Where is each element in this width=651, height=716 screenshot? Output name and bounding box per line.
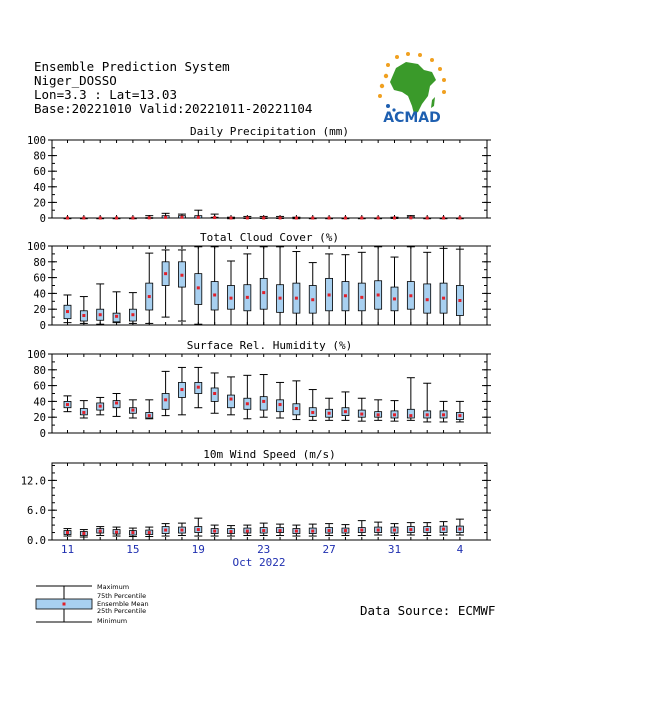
y-tick-label: 0 [39, 428, 46, 440]
ensemble-mean-marker [115, 531, 118, 534]
ensemble-mean-marker [99, 405, 102, 408]
x-tick-label: 4 [456, 543, 464, 556]
ensemble-mean-marker [246, 402, 249, 405]
panel-title: 10m Wind Speed (m/s) [203, 448, 336, 461]
panel-3 [27, 339, 491, 440]
ensemble-mean-marker [377, 529, 380, 532]
ensemble-mean-marker [197, 386, 200, 389]
ensemble-mean-marker [426, 413, 429, 416]
ensemble-mean-marker [311, 530, 314, 533]
ensemble-mean-marker [279, 529, 282, 532]
ensemble-mean-marker [262, 216, 265, 219]
box-q1-q3 [260, 397, 267, 410]
ensemble-mean-marker [393, 216, 396, 219]
ensemble-mean-marker [311, 411, 314, 414]
legend-label: Minimum [97, 617, 128, 625]
box-q1-q3 [228, 395, 235, 408]
ensemble-mean-marker [131, 409, 134, 412]
ensemble-mean-marker [180, 274, 183, 277]
ensemble-mean-marker [262, 291, 265, 294]
legend-label: 25th Percentile [97, 607, 147, 615]
ensemble-mean-marker [360, 529, 363, 532]
ensemble-mean-marker [426, 217, 429, 220]
ensemble-mean-marker [99, 530, 102, 533]
plot-frame [52, 140, 487, 218]
ensemble-mean-marker [131, 217, 134, 220]
base-valid-dates: Base:20221010 Valid:20221011-20221104 [34, 101, 313, 116]
data-source-note: Data Source: ECMWF [360, 603, 496, 618]
ensemble-mean-marker [115, 401, 118, 404]
ensemble-mean-marker [442, 297, 445, 300]
y-tick-label: 40 [33, 396, 46, 409]
ensemble-mean-marker [246, 296, 249, 299]
x-tick-label: 15 [126, 543, 140, 556]
y-tick-label: 60 [33, 272, 46, 285]
ensemble-mean-marker [409, 414, 412, 417]
ensemble-mean-marker [442, 413, 445, 416]
ensemble-mean-marker [393, 529, 396, 532]
ensemble-mean-marker [230, 398, 233, 401]
panel-2 [27, 231, 491, 332]
y-tick-label: 20 [33, 412, 46, 425]
ensemble-mean-marker [426, 298, 429, 301]
ensemble-mean-marker [99, 217, 102, 220]
y-tick-label: 20 [33, 197, 46, 210]
y-tick-label: 80 [33, 150, 46, 163]
ensemble-mean-marker [164, 216, 167, 219]
acmad-logo-text: ACMAD [383, 110, 441, 126]
x-tick-label: 23 [257, 543, 271, 556]
ensemble-mean-marker [344, 217, 347, 220]
y-tick-label: 0.0 [27, 535, 46, 547]
ensemble-mean-marker [426, 528, 429, 531]
ensemble-mean-marker [213, 392, 216, 395]
ensemble-mean-marker [458, 299, 461, 302]
system-title: Ensemble Prediction System [34, 59, 230, 74]
y-tick-label: 80 [33, 364, 46, 377]
ensemble-mean-marker [246, 216, 249, 219]
ensemble-mean-marker [115, 217, 118, 220]
ensemble-mean-marker [328, 293, 331, 296]
ensemble-mean-marker [377, 413, 380, 416]
legend-label: Maximum [97, 583, 130, 591]
ensemble-mean-marker [328, 529, 331, 532]
ensemble-mean-marker [197, 528, 200, 531]
ensemble-mean-marker [82, 532, 85, 535]
x-axis-month-label: Oct 2022 [232, 556, 286, 569]
y-tick-label: 100 [27, 135, 46, 147]
y-tick-label: 0 [39, 213, 46, 225]
ensemble-mean-marker [213, 293, 216, 296]
ensemble-mean-marker [164, 398, 167, 401]
ensemble-mean-marker [409, 528, 412, 531]
ensemble-mean-marker [213, 530, 216, 533]
ensemble-mean-marker [82, 411, 85, 414]
ensemble-mean-marker [458, 217, 461, 220]
ensemble-mean-marker [148, 295, 151, 298]
ensemble-mean-marker [115, 315, 118, 318]
ensemble-mean-marker [66, 217, 69, 220]
ensemble-mean-marker [295, 217, 298, 220]
panel-title: Daily Precipitation (mm) [190, 125, 349, 138]
panel-1 [27, 125, 491, 225]
box-q1-q3 [162, 394, 169, 410]
ensemble-mean-marker [377, 217, 380, 220]
plot-frame [52, 463, 487, 540]
ensemble-mean-marker [230, 297, 233, 300]
x-tick-label: 19 [191, 543, 205, 556]
ensemble-mean-marker [360, 296, 363, 299]
ensemble-mean-marker [82, 314, 85, 317]
ensemble-mean-marker [66, 403, 69, 406]
ensemble-mean-marker [148, 531, 151, 534]
ensemble-mean-marker [66, 310, 69, 313]
legend-label: 75th Percentile [97, 592, 147, 600]
ensemble-mean-marker [262, 400, 265, 403]
coordinates: Lon=3.3 : Lat=13.03 [34, 87, 177, 102]
ensemble-mean-marker [344, 410, 347, 413]
ensemble-mean-marker [230, 217, 233, 220]
ensemble-mean-marker [360, 217, 363, 220]
ensemble-mean-marker [66, 531, 69, 534]
ensemble-mean-marker [393, 297, 396, 300]
y-tick-label: 60 [33, 380, 46, 393]
ensemble-mean-marker [262, 529, 265, 532]
ensemble-mean-marker [442, 528, 445, 531]
ensemble-mean-marker [295, 407, 298, 410]
ensemble-mean-marker [197, 216, 200, 219]
ensemble-mean-marker [328, 217, 331, 220]
y-tick-label: 100 [27, 241, 46, 253]
y-tick-label: 20 [33, 304, 46, 317]
y-tick-label: 40 [33, 181, 46, 194]
ensemble-mean-marker [458, 414, 461, 417]
ensemble-mean-marker [246, 530, 249, 533]
ensemble-mean-marker [458, 528, 461, 531]
x-tick-label: 27 [322, 543, 336, 556]
ensemble-mean-marker [328, 412, 331, 415]
legend [36, 586, 92, 622]
ensemble-mean-marker [164, 272, 167, 275]
legend-mean-marker [63, 603, 66, 606]
ensemble-mean-marker [180, 529, 183, 532]
ensemble-mean-marker [148, 216, 151, 219]
ensemble-mean-marker [377, 293, 380, 296]
ensemble-mean-marker [344, 529, 347, 532]
ensemble-mean-marker [409, 294, 412, 297]
ensemble-mean-marker [131, 313, 134, 316]
ensemble-mean-marker [279, 403, 282, 406]
y-tick-label: 40 [33, 288, 46, 301]
ensemble-mean-marker [180, 388, 183, 391]
ensemble-mean-marker [344, 294, 347, 297]
ensemble-mean-marker [393, 413, 396, 416]
panel-title: Total Cloud Cover (%) [199, 231, 340, 244]
y-tick-label: 60 [33, 166, 46, 179]
location-name: Niger_DOSSO [34, 73, 117, 88]
ensemble-mean-marker [311, 298, 314, 301]
legend-label: Ensemble Mean [97, 600, 149, 608]
ensemble-mean-marker [131, 531, 134, 534]
ensemble-mean-marker [230, 530, 233, 533]
y-tick-label: 100 [27, 349, 46, 361]
ensemble-mean-marker [295, 530, 298, 533]
y-tick-label: 80 [33, 256, 46, 269]
ensemble-mean-marker [442, 217, 445, 220]
ensemble-mean-marker [409, 216, 412, 219]
x-tick-label: 31 [387, 543, 402, 556]
x-tick-label: 11 [60, 543, 75, 556]
panel-title: Surface Rel. Humidity (%) [186, 339, 353, 352]
ensemble-mean-marker [311, 217, 314, 220]
panel-4 [21, 448, 491, 547]
ensemble-mean-marker [279, 216, 282, 219]
ensemble-mean-marker [164, 529, 167, 532]
ensemble-mean-marker [213, 216, 216, 219]
ensemble-mean-marker [148, 414, 151, 417]
ensemble-mean-marker [180, 216, 183, 219]
ensemble-mean-marker [295, 297, 298, 300]
y-tick-label: 6.0 [27, 505, 46, 518]
ensemble-mean-marker [279, 297, 282, 300]
y-tick-label: 0 [39, 320, 46, 332]
ensemble-mean-marker [197, 286, 200, 289]
y-tick-label: 12.0 [20, 475, 46, 488]
ensemble-mean-marker [99, 313, 102, 316]
ensemble-mean-marker [360, 413, 363, 416]
ensemble-mean-marker [82, 217, 85, 220]
